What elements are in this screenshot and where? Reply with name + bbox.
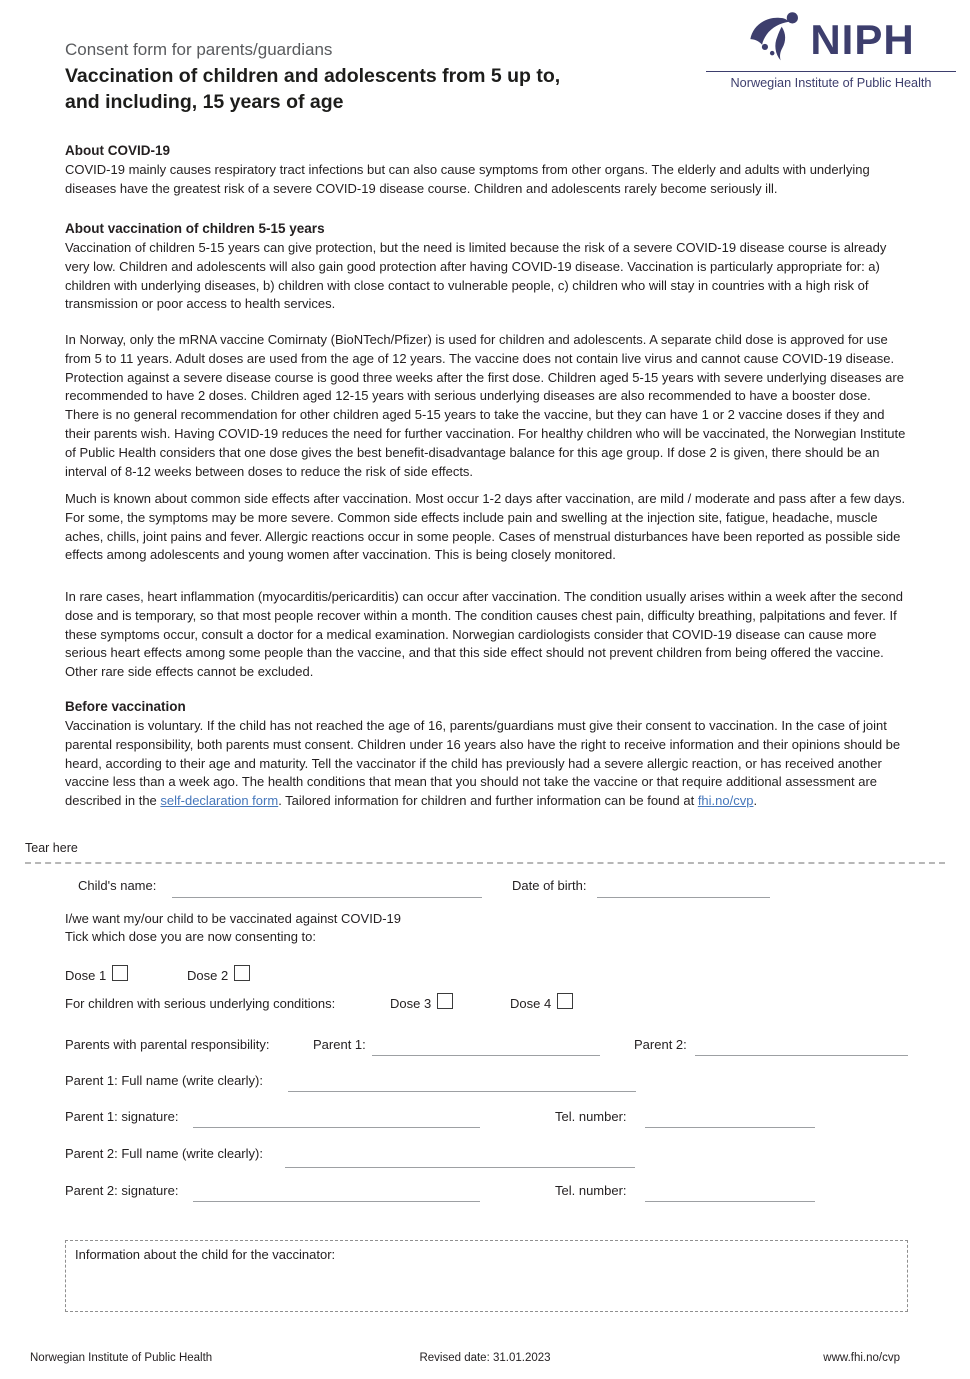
date-of-birth-field[interactable]	[597, 897, 770, 898]
paragraph-norway-vaccine	[65, 331, 906, 481]
dose1-checkbox[interactable]	[112, 965, 128, 981]
parent1-signature-field[interactable]	[193, 1127, 480, 1128]
niph-wordmark: NIPH	[810, 16, 915, 63]
serious-conditions-label: For children with serious underlying conditions:	[65, 996, 336, 1011]
logo-subtitle: Norwegian Institute of Public Health	[730, 76, 932, 90]
section-before-vaccination	[65, 699, 906, 811]
parent1-name-field[interactable]	[372, 1055, 600, 1056]
parent1-fullname-label: Parent 1: Full name (write clearly):	[65, 1073, 263, 1088]
section-body: In Norway, only the mRNA vaccine Comirnaty (BioNTech/Pfizer) is used for children and adolescents. A separate child dose is approved for use from 5 to 11 years. Adult doses are used from the age of 12 years. The vaccine does not contain live virus and cannot cause COVID-19 disease. Protection against a severe disease course is good three weeks after the first dose. Children aged 5-15 years with severe underlying diseases are recommended to have 2 doses. Children aged 12-15 years with serious underlying diseases are also recommended to have a booster dose. There is no general recommendation for other children aged 5-15 years to take the vaccine, but they can have 1 or 2 vaccine doses if they and their parents wish. Having COVID-19 reduces the need for further vaccination. For healthy children who will be vaccinated, the Norwegian Institute of Public Health considers that one dose gives the best benefit-disadvantage balance for this age group. If dose 2 is given, there should be an interval of 8-12 weeks between doses to reduce the risk of side effects.	[65, 332, 906, 479]
section-heading: About COVID-19	[65, 143, 171, 158]
section-about-vaccination	[65, 221, 906, 314]
parent2-fullname-field[interactable]	[285, 1167, 635, 1168]
parent1-fullname-field[interactable]	[288, 1091, 636, 1092]
footer-organisation: Norwegian Institute of Public Health	[30, 1352, 213, 1364]
self-declaration-form-link[interactable]: self-declaration form	[160, 793, 279, 809]
parent1-signature-label: Parent 1: signature:	[65, 1109, 179, 1124]
form-eyebrow: Consent form for parents/guardians	[65, 40, 333, 59]
section-body: Much is known about common side effects after vaccination. Most occur 1-2 days after vaccination, are mild / moderate and pass after a few days. For some, the symptoms may be more severe. Common side effects include pain and swelling at the injection site, fatigue, headache, muscle aches, chills, joint pains and fever. Allergic reactions occur in some people. Cases of menstrual disturbances have been reported as possible side effects among adolescents and young women after vaccination. This is being closely monitored.	[65, 491, 906, 563]
section-body	[65, 717, 906, 811]
section-body: In rare cases, heart inflammation (myocarditis/pericarditis) can occur after vaccination. The condition usually arises within a week after the second dose and is temporary, so that most people recover within a month. The condition causes chest pain, difficulty breathing, palpitations and fever. If these symptoms occur, consult a doctor for a medical examination. Norwegian cardiologists consider that COVID-19 disease can cause more serious heart effects among some people than the vaccine, and that this side effect should not prevent children from being offered the vaccine. Other rare side effects cannot be excluded.	[65, 589, 903, 680]
paragraph-side-effects	[65, 490, 906, 565]
before-vaccination-text-2: . Tailored information for children and further information can be found at	[278, 793, 698, 809]
parent2-tel-field[interactable]	[645, 1201, 815, 1202]
footer-revised-date: Revised date: 31.01.2023	[419, 1352, 551, 1364]
niph-logo-row	[706, 10, 956, 66]
dose2-checkbox[interactable]	[234, 965, 250, 981]
dose4-label: Dose 4	[510, 996, 552, 1011]
parent1-tel-field[interactable]	[645, 1127, 815, 1128]
niph-figure-icon	[747, 10, 803, 66]
dose2-label: Dose 2	[187, 968, 229, 983]
section-body: Vaccination of children 5-15 years can give protection, but the need is limited because the risk of a severe COVID-19 disease course is already very low. Children and adolescents will also gain good protection after having COVID-19 disease. Vaccination is particularly appropriate for: a) children with underlying diseases, b) children with close contact to vulnerable people, c) children who will stay in countries with a high risk of transmission or poor access to health services.	[65, 240, 887, 312]
niph-logo	[706, 10, 956, 90]
parent2-signature-field[interactable]	[193, 1201, 480, 1202]
date-of-birth-label: Date of birth:	[512, 878, 587, 893]
tick-instruction: Tick which dose you are now consenting to:	[65, 929, 316, 944]
logo-divider	[706, 71, 956, 72]
parent1-tel-label: Tel. number:	[555, 1109, 627, 1124]
before-vaccination-text-1: Vaccination is voluntary. If the child has not reached the age of 16, parents/guardians must give their consent to vaccination. In the case of joint parental responsibility, both parents must consent. Children under 16 years also have the right to receive information and their opinions should be heard, according to their age and maturity. Tell the vaccinator if the child has previously had a severe allergic reaction, or has received another vaccine less than a week ago. The health conditions that mean that you should not take the vaccine or that require additional assessment are described in the	[65, 718, 901, 809]
section-body: COVID-19 mainly causes respiratory tract infections but can also cause symptoms from other organs. The elderly and adults with underlying diseases have the greatest risk of a severe COVID-19 disease course. Children and adolescents rarely become seriously ill.	[65, 162, 870, 196]
parent2-tel-label: Tel. number:	[555, 1183, 627, 1198]
consent-statement: I/we want my/our child to be vaccinated against COVID-19	[65, 911, 401, 926]
dose3-label: Dose 3	[390, 996, 432, 1011]
childs-name-label: Child's name:	[78, 878, 157, 893]
section-heading: Before vaccination	[65, 699, 186, 714]
page-title	[65, 63, 560, 115]
section-about-covid	[65, 143, 906, 199]
parent2-signature-label: Parent 2: signature:	[65, 1183, 179, 1198]
parent2-name-field[interactable]	[695, 1055, 908, 1056]
section-heading: About vaccination of children 5-15 years	[65, 221, 325, 236]
childs-name-field[interactable]	[172, 897, 482, 898]
page-title-line1: Vaccination of children and adolescents from 5 up to,	[65, 65, 561, 87]
dose3-checkbox[interactable]	[437, 993, 453, 1009]
parent2-fullname-label: Parent 2: Full name (write clearly):	[65, 1146, 263, 1161]
parent1-short-label: Parent 1:	[313, 1037, 366, 1052]
parental-responsibility-label: Parents with parental responsibility:	[65, 1037, 270, 1052]
footer-website: www.fhi.no/cvp	[823, 1352, 900, 1364]
dose4-checkbox[interactable]	[557, 993, 573, 1009]
tear-line	[25, 862, 945, 864]
vaccinator-info-box[interactable]	[65, 1240, 908, 1312]
vaccinator-info-label: Information about the child for the vaccinator:	[75, 1247, 336, 1262]
fhi-cvp-link[interactable]: fhi.no/cvp	[697, 793, 754, 809]
tear-here-label: Tear here	[25, 841, 78, 855]
page-title-line2: and including, 15 years of age	[65, 91, 344, 113]
dose1-label: Dose 1	[65, 968, 107, 983]
before-vaccination-text-3: .	[753, 793, 758, 809]
parent2-short-label: Parent 2:	[634, 1037, 687, 1052]
paragraph-heart-inflammation	[65, 588, 906, 682]
